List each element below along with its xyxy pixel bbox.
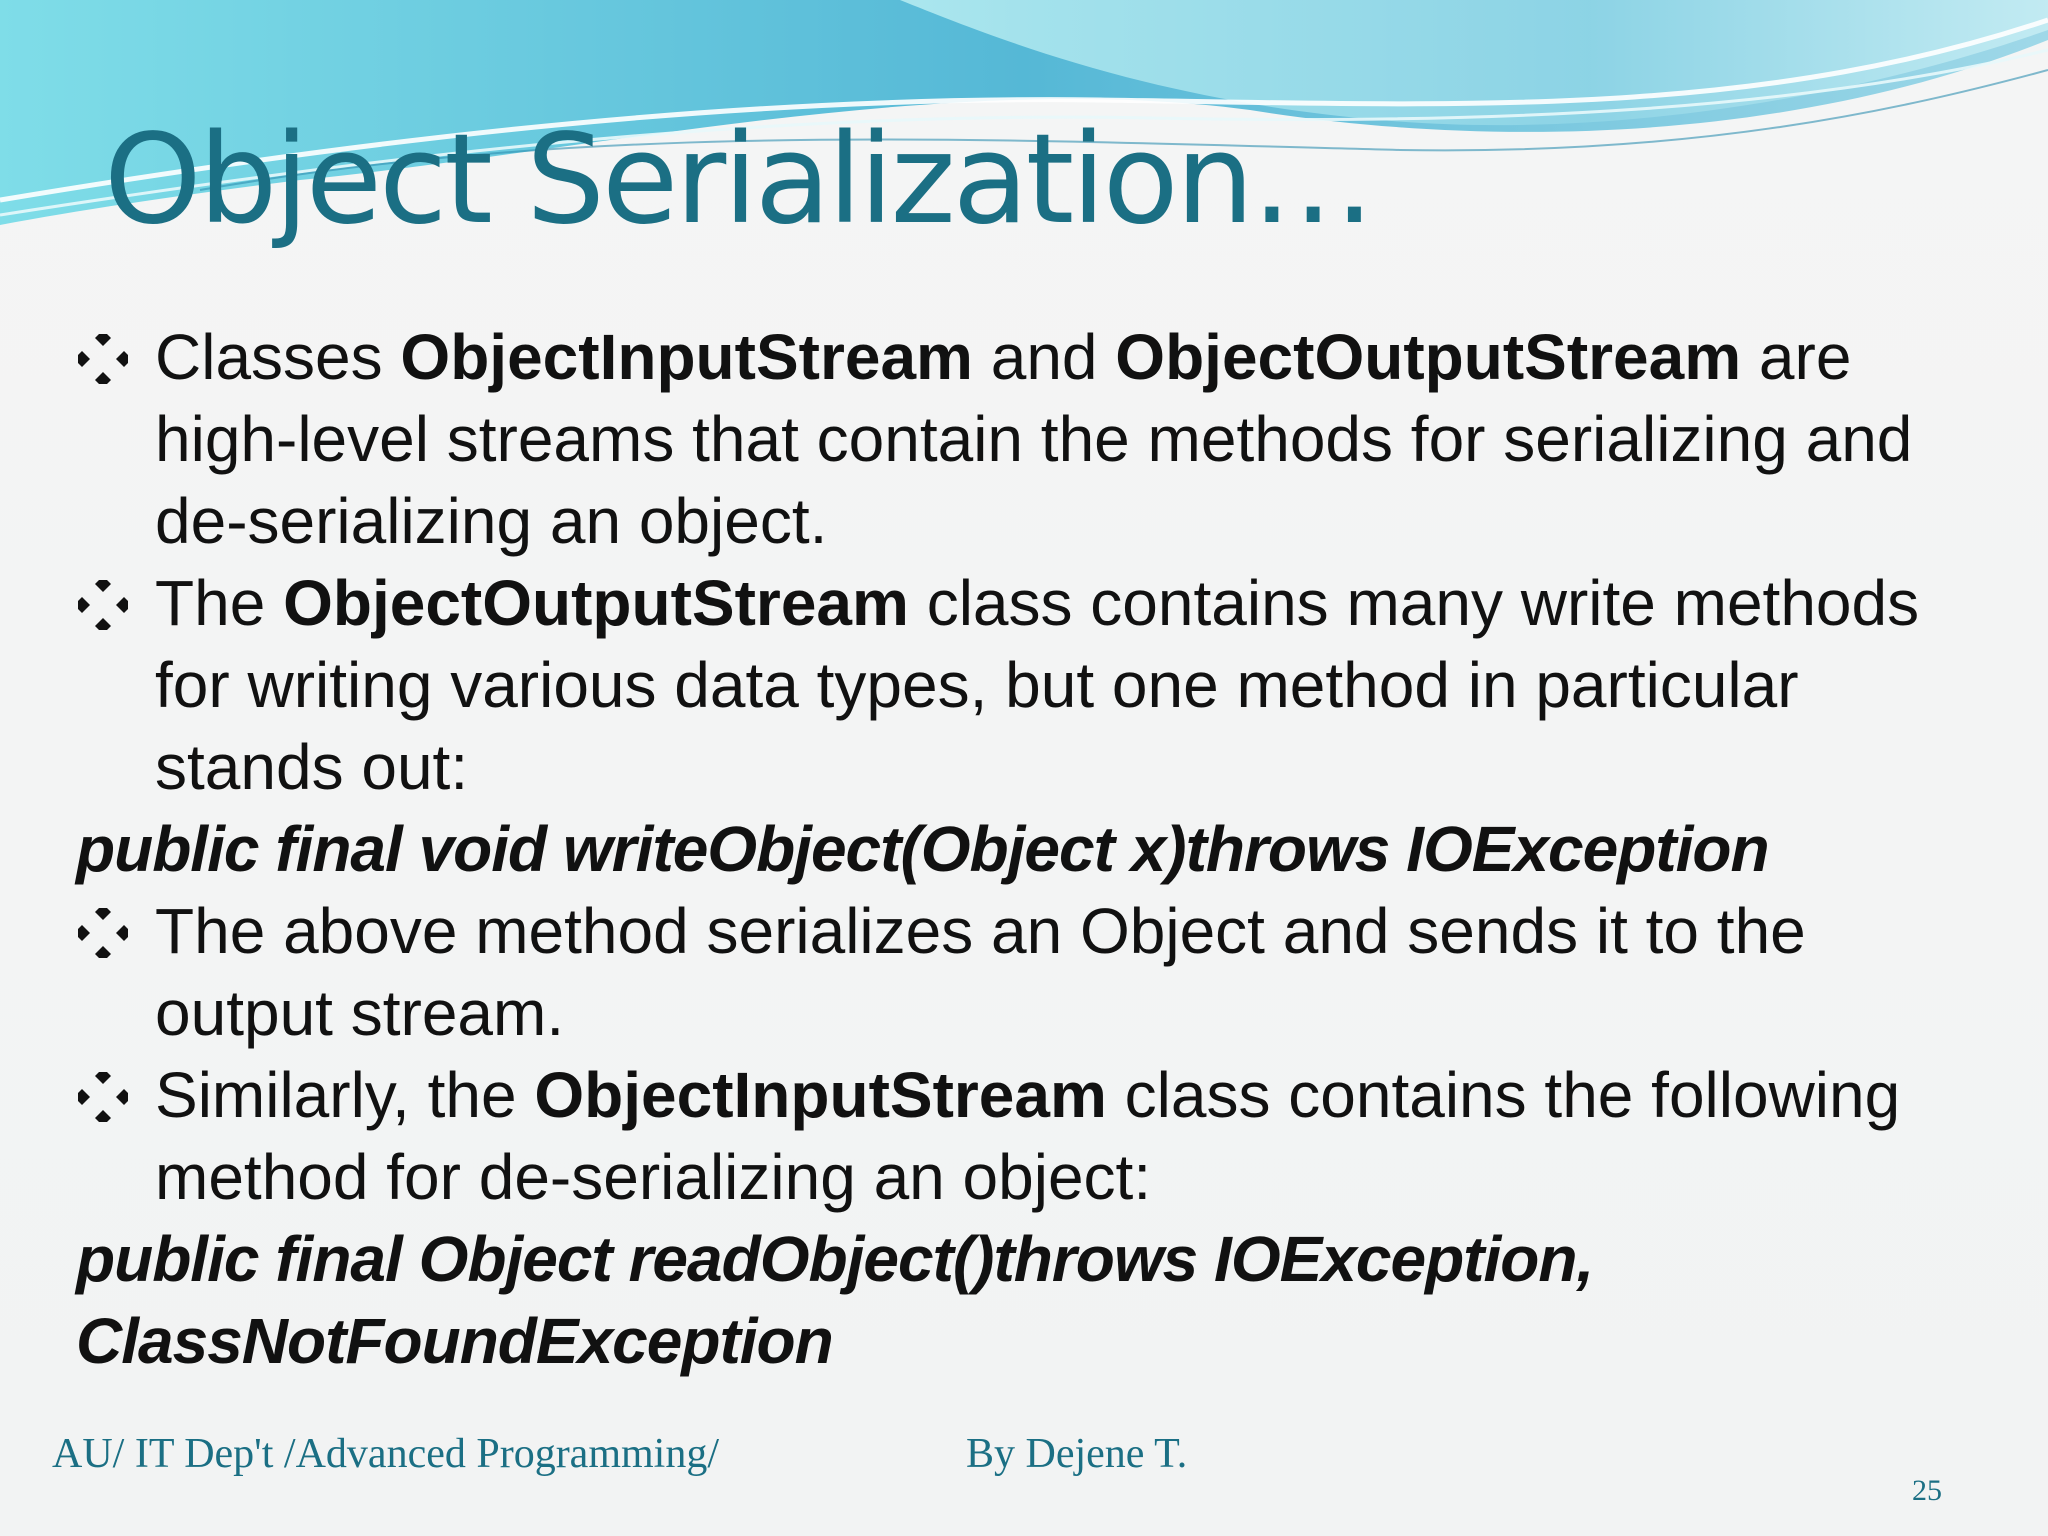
- bullet-text: The above method serializes an Object and sends it to the output stream.: [155, 895, 1806, 1049]
- bullet-item: [76, 1054, 1976, 1218]
- bullet-text: and: [972, 321, 1116, 393]
- bullet-item: [76, 562, 1976, 808]
- slide-body: [76, 316, 1976, 1382]
- bullet-text: The: [155, 567, 284, 639]
- footer-course: AU/ IT Dep't /Advanced Programming/: [52, 1431, 719, 1477]
- four-diamond-bullet-icon: [78, 1072, 128, 1122]
- slide-title: Object Serialization…: [104, 108, 1373, 252]
- bold-term: ObjectOutputStream: [283, 567, 909, 639]
- four-diamond-bullet-icon: [78, 908, 128, 958]
- bullet-text: Classes: [155, 321, 401, 393]
- footer-author: By Dejene T.: [966, 1431, 1188, 1477]
- method-signature: public final Object readObject()throws IOException, ClassNotFoundException: [76, 1223, 1594, 1377]
- bullet-text: Similarly, the: [155, 1059, 535, 1131]
- bullet-item: [76, 316, 1976, 562]
- method-signature: public final void writeObject(Object x)throws IOException: [76, 813, 1769, 885]
- four-diamond-bullet-icon: [78, 580, 128, 630]
- bullet-text: class contains the following method for de-serializing an object:: [155, 1059, 1901, 1213]
- bullet-text: are high-level streams that contain the methods for serializing and de-serializing an object.: [155, 321, 1913, 557]
- bold-term: ObjectOutputStream: [1115, 321, 1742, 393]
- four-diamond-bullet-icon: [78, 334, 128, 384]
- bold-term: ObjectInputStream: [400, 321, 973, 393]
- bold-term: ObjectInputStream: [534, 1059, 1107, 1131]
- bullet-item: [76, 890, 1976, 1054]
- page-number: 25: [1912, 1474, 1942, 1507]
- bullet-text: class contains many write methods for writing various data types, but one method in particular stands out:: [155, 567, 1920, 803]
